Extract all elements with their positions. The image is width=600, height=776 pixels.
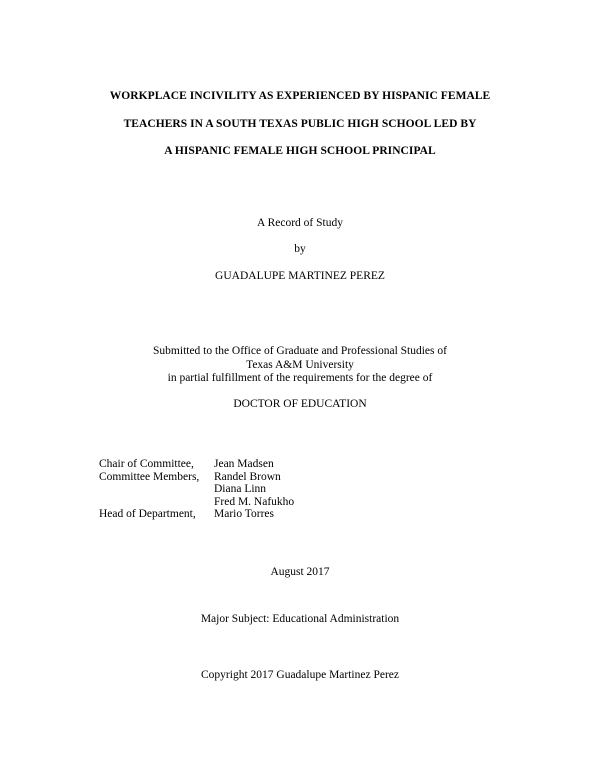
- committee-row: [99, 483, 294, 496]
- committee-member-name: Fred M. Nafukho: [214, 495, 295, 508]
- author-name: GUADALUPE MARTINEZ PEREZ: [215, 270, 385, 282]
- record-type: A Record of Study: [257, 217, 343, 229]
- title-line-1: WORKPLACE INCIVILITY AS EXPERIENCED BY HISPANIC FEMALE: [109, 90, 491, 102]
- committee-row: [99, 471, 294, 484]
- committee-role: Committee Members,: [99, 470, 200, 483]
- copyright-notice: Copyright 2017 Guadalupe Martinez Perez: [201, 669, 399, 681]
- committee-member-name: Randel Brown: [214, 470, 281, 483]
- submission-line-3: in partial fulfillment of the requirements for the degree of: [167, 372, 433, 384]
- by-label: by: [294, 243, 306, 255]
- submission-line-1: Submitted to the Office of Graduate and Professional Studies of: [153, 345, 447, 357]
- committee-list: [99, 458, 294, 521]
- degree-name: DOCTOR OF EDUCATION: [233, 398, 367, 410]
- committee-role: [99, 496, 214, 509]
- committee-role: [99, 483, 214, 496]
- title-line-2: TEACHERS IN A SOUTH TEXAS PUBLIC HIGH SCHOOL LED BY: [123, 118, 477, 130]
- committee-member-name: Diana Linn: [214, 483, 267, 495]
- submission-line-2: Texas A&M University: [246, 359, 354, 371]
- committee-member-name: Mario Torres: [214, 508, 274, 520]
- committee-row: [99, 496, 294, 509]
- major-subject: Major Subject: Educational Administration: [200, 613, 400, 625]
- committee-role: Chair of Committee,: [99, 458, 194, 470]
- committee-member-name: Jean Madsen: [214, 458, 274, 470]
- committee-row: [99, 458, 294, 471]
- committee-row: [99, 508, 294, 521]
- committee-role: Head of Department,: [99, 508, 196, 520]
- submission-date: August 2017: [270, 566, 330, 578]
- title-line-3: A HISPANIC FEMALE HIGH SCHOOL PRINCIPAL: [164, 145, 436, 157]
